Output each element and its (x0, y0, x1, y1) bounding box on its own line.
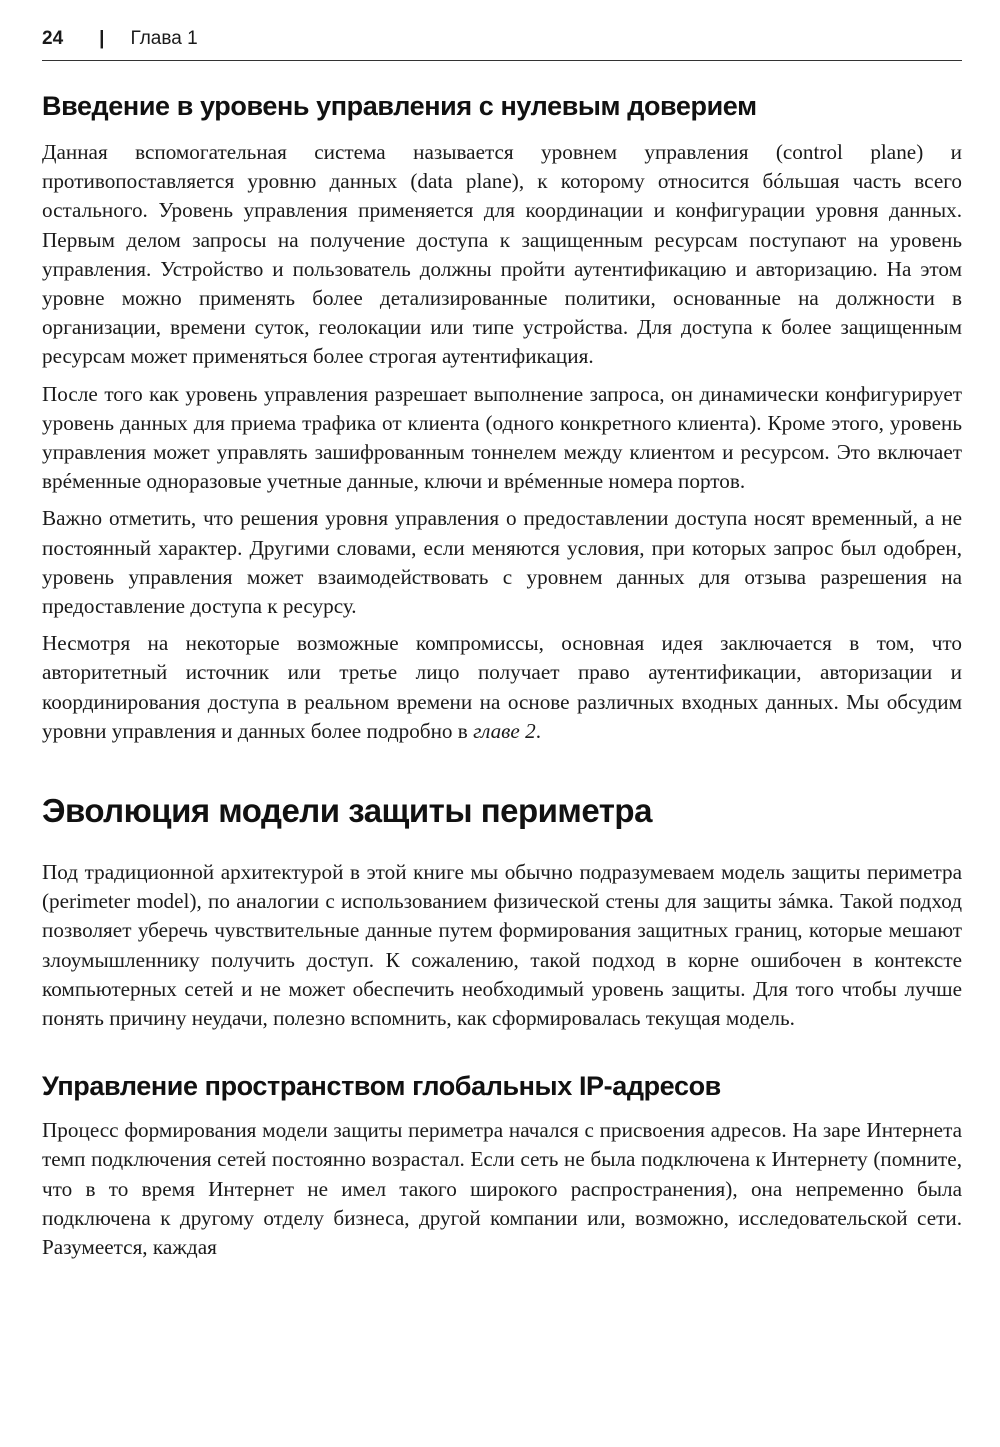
section-heading-perimeter-evolution: Эволюция модели защиты периметра (42, 792, 652, 830)
paragraph-text: Несмотря на некоторые возможные компромиссы, основная идея заключается в том, что авторитетный источник или третье лицо получает право аутентификации, авторизации и координирования доступа в реальном времени на основе различных входных данных. Мы обсудим уровни управления и данных более подробно в (42, 631, 962, 743)
chapter-cross-reference: главе 2 (473, 718, 536, 743)
running-header (42, 28, 962, 61)
paragraph-perimeter-model: Под традиционной архитектурой в этой книге мы обычно подразумеваем модель защиты периметра (perimeter model), по аналогии с использованием физической стены для защиты зáмка. Такой подход позволяет уберечь чувствительные данные путем формирования защитных границ, которые мешают злоумышленнику получить доступ. К сожалению, такой подход в корне ошибочен в контексте компьютерных сетей и не может обеспечить необходимый уровень защиты. Для того чтобы лучше понять причину неудачи, полезно вспомнить, как сформировалась текущая модель. (42, 860, 962, 1031)
paragraph-dynamic-configuration: После того как уровень управления разрешает выполнение запроса, он динамически конфигурирует уровень данных для приема трафика от клиента (одного конкретного клиента). Кроме этого, уровень управления может управлять зашифрованным тоннелем между клиентом и ресурсом. Это включает врéменные одноразовые учетные данные, ключи и врéменные номера портов. (42, 381, 962, 494)
paragraph-temporary-decisions: Важно отметить, что решения уровня управления о предоставлении доступа носят временный, а не постоянный характер. Другими словами, если меняются условия, при которых запрос был одобрен, уровень управления может взаимодействовать с уровнем данных для отзыва разрешения на предоставление доступа к ресурсу. (42, 506, 962, 619)
section-heading-global-ip-space: Управление пространством глобальных IP-адресов (42, 1071, 721, 1102)
page-number: 24 (42, 28, 64, 49)
paragraph-control-plane-definition: Данная вспомогательная система называется уровнем управления (control plane) и противопоставляется уровню данных (data plane), к которому относится бóльшая часть всего остального. Уровень управления применяется для координации и конфигурации уровня данных. Первым делом запросы на получение доступа к защищенным ресурсам поступают на уровень управления. Устройство и пользователь должны пройти аутентификацию и авторизацию. На этом уровне можно применять более детализированные политики, основанные на должности в организации, времени суток, геолокации или типе устройства. Для доступа к более защищенным ресурсам может применяться более строгая аутентификация. (42, 140, 962, 369)
header-separator: | (99, 28, 105, 49)
paragraph-end: . (535, 718, 541, 743)
paragraph-authoritative-source (42, 629, 962, 746)
book-page (42, 28, 962, 1262)
paragraph-address-assignment: Процесс формирования модели защиты периметра начался с присвоения адресов. На заре Интернета темп подключения сетей постоянно возрастал. Если сеть не была подключена к Интернету (помните, что в то время Интернет не имел такого широкого распространения), она непременно была подключена к другому отделу бизнеса, другой компании или, возможно, исследовательской сети. Разумеется, каждая (42, 1118, 962, 1260)
section-heading-zero-trust-control-plane: Введение в уровень управления с нулевым доверием (42, 91, 757, 121)
chapter-label: Глава 1 (130, 28, 198, 49)
